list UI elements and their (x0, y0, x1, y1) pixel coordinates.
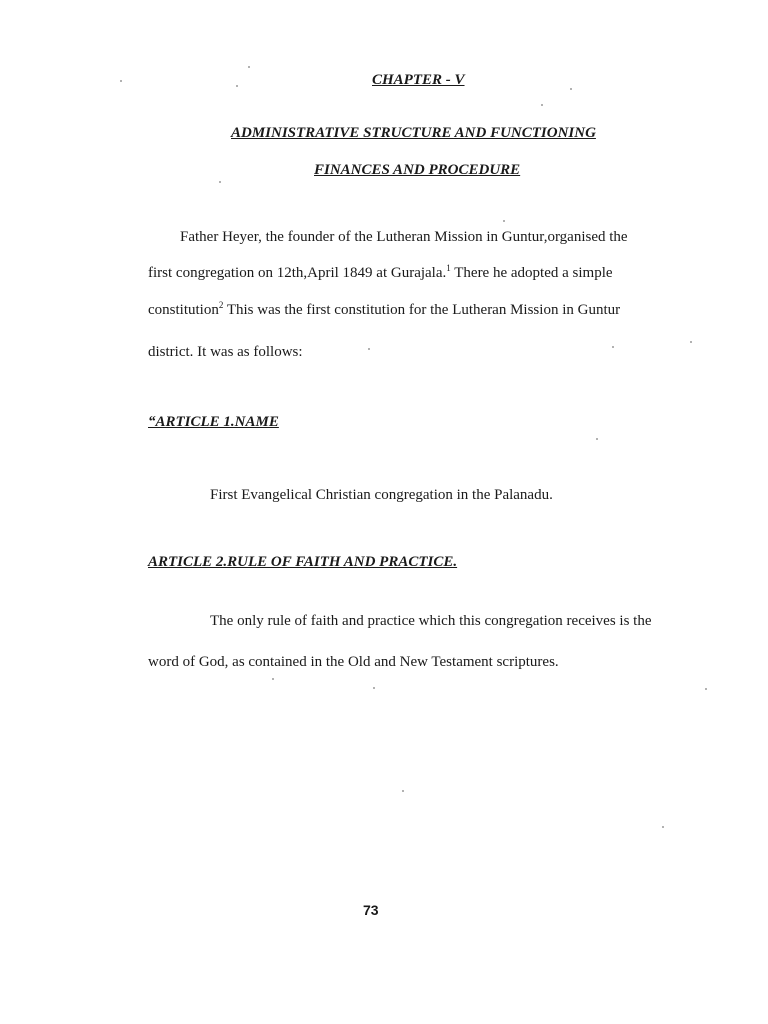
scan-speck (570, 88, 572, 90)
chapter-subtitle: FINANCES AND PROCEDURE (314, 162, 521, 178)
scan-speck (541, 104, 543, 106)
intro-line-4: district. It was as follows: (148, 344, 303, 360)
article-2-heading: ARTICLE 2.RULE OF FAITH AND PRACTICE. (148, 554, 458, 570)
scan-speck (705, 688, 707, 690)
scan-speck (368, 348, 370, 350)
intro-line-2-text-a: first congregation on 12th,April 1849 at Gurajala. (148, 265, 447, 281)
scan-speck (272, 678, 274, 680)
scan-speck (612, 346, 614, 348)
article-2-body-line-1: The only rule of faith and practice which this congregation receives is the (210, 613, 652, 629)
article-2-body-line-2: word of God, as contained in the Old and New Testament scriptures. (148, 654, 559, 670)
scan-speck (662, 826, 664, 828)
footnote-ref-2: 2 (218, 300, 224, 310)
article-1-heading: “ARTICLE 1.NAME (148, 414, 279, 430)
intro-line-2 (148, 265, 613, 282)
scan-speck (248, 66, 250, 68)
scan-speck (219, 181, 221, 183)
scan-speck (503, 220, 505, 222)
intro-line-3-text-b: This was the first constitution for the Lutheran Mission in Guntur (223, 302, 621, 318)
intro-line-3-text-a: constitution (148, 302, 219, 318)
scan-speck (596, 438, 598, 440)
scan-speck (373, 687, 375, 689)
scan-speck (402, 790, 404, 792)
footnote-ref-1: 1 (446, 263, 451, 273)
chapter-title: ADMINISTRATIVE STRUCTURE AND FUNCTIONING (231, 125, 596, 141)
chapter-heading: CHAPTER - V (372, 72, 465, 88)
intro-line-2-text-b: There he adopted a simple (450, 265, 613, 281)
intro-line-3 (148, 302, 620, 319)
scan-speck (236, 85, 238, 87)
intro-line-1: Father Heyer, the founder of the Lutheran Mission in Guntur,organised the (180, 229, 628, 245)
page-number: 73 (363, 902, 379, 918)
scan-speck (120, 80, 122, 82)
scan-speck (690, 341, 692, 343)
article-1-body: First Evangelical Christian congregation in the Palanadu. (210, 487, 553, 503)
